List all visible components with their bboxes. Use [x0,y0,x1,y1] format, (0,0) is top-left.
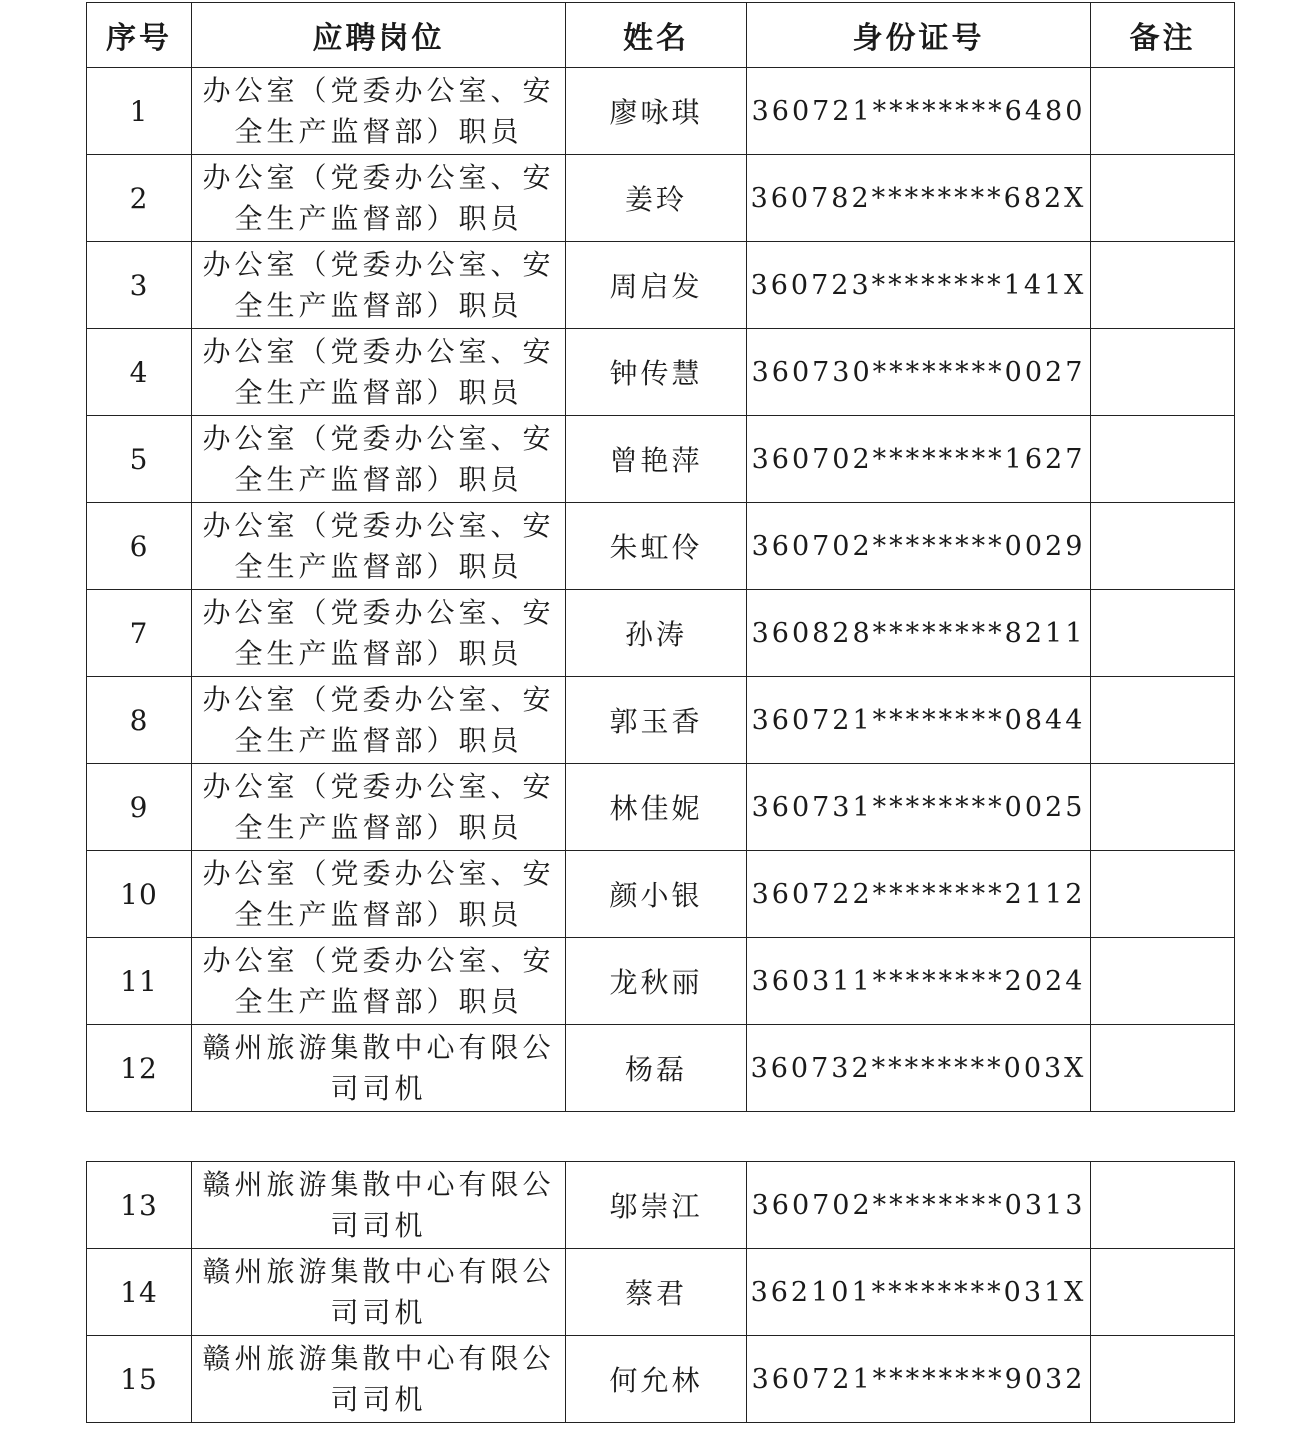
row-name-cell: 朱虹伶 [566,503,747,590]
row-remark-cell [1091,677,1235,764]
row-remark-cell [1091,851,1235,938]
row-position-cell: 办公室（党委办公室、安全生产监督部）职员 [192,590,566,677]
row-seq-cell: 8 [87,677,192,764]
row-remark-cell [1091,416,1235,503]
header-position: 应聘岗位 [192,3,566,68]
header-name: 姓名 [566,3,747,68]
row-position-cell: 办公室（党委办公室、安全生产监督部）职员 [192,938,566,1025]
row-position-cell: 办公室（党委办公室、安全生产监督部）职员 [192,677,566,764]
row-name-cell: 颜小银 [566,851,747,938]
table-row [87,938,1235,1025]
row-id-cell: 362101********031X [747,1249,1091,1336]
row-position-cell: 办公室（党委办公室、安全生产监督部）职员 [192,329,566,416]
candidate-table-part-1 [86,2,1235,1112]
table-row [87,677,1235,764]
row-name-cell: 周启发 [566,242,747,329]
row-position-cell: 办公室（党委办公室、安全生产监督部）职员 [192,416,566,503]
header-id: 身份证号 [747,3,1091,68]
row-position-cell: 办公室（党委办公室、安全生产监督部）职员 [192,68,566,155]
row-name-cell: 曾艳萍 [566,416,747,503]
row-seq-cell: 4 [87,329,192,416]
table-row [87,1025,1235,1112]
table-row [87,764,1235,851]
row-remark-cell [1091,1249,1235,1336]
row-seq-cell: 5 [87,416,192,503]
row-name-cell: 蔡君 [566,1249,747,1336]
row-name-cell: 姜玲 [566,155,747,242]
row-name-cell: 廖咏琪 [566,68,747,155]
table-row [87,590,1235,677]
row-position-cell: 办公室（党委办公室、安全生产监督部）职员 [192,242,566,329]
row-name-cell: 钟传慧 [566,329,747,416]
row-remark-cell [1091,242,1235,329]
row-seq-cell: 3 [87,242,192,329]
row-remark-cell [1091,1336,1235,1423]
row-name-cell: 龙秋丽 [566,938,747,1025]
row-position-cell: 赣州旅游集散中心有限公司司机 [192,1025,566,1112]
row-position-cell: 办公室（党委办公室、安全生产监督部）职员 [192,155,566,242]
header-remark: 备注 [1091,3,1235,68]
table-row [87,503,1235,590]
table-row [87,68,1235,155]
row-id-cell: 360702********0029 [747,503,1091,590]
row-seq-cell: 2 [87,155,192,242]
row-remark-cell [1091,155,1235,242]
row-seq-cell: 9 [87,764,192,851]
table-header-row [87,3,1235,68]
row-name-cell: 杨磊 [566,1025,747,1112]
row-name-cell: 何允林 [566,1336,747,1423]
table-row [87,416,1235,503]
row-remark-cell [1091,590,1235,677]
row-remark-cell [1091,1025,1235,1112]
row-id-cell: 360732********003X [747,1025,1091,1112]
row-id-cell: 360721********9032 [747,1336,1091,1423]
row-position-cell: 赣州旅游集散中心有限公司司机 [192,1162,566,1249]
row-remark-cell [1091,503,1235,590]
row-position-cell: 办公室（党委办公室、安全生产监督部）职员 [192,764,566,851]
row-id-cell: 360828********8211 [747,590,1091,677]
row-position-cell: 赣州旅游集散中心有限公司司机 [192,1336,566,1423]
row-id-cell: 360311********2024 [747,938,1091,1025]
row-id-cell: 360782********682X [747,155,1091,242]
row-name-cell: 孙涛 [566,590,747,677]
table-row [87,851,1235,938]
row-id-cell: 360702********1627 [747,416,1091,503]
row-remark-cell [1091,764,1235,851]
table-row [87,329,1235,416]
row-id-cell: 360723********141X [747,242,1091,329]
row-seq-cell: 11 [87,938,192,1025]
row-seq-cell: 13 [87,1162,192,1249]
row-remark-cell [1091,68,1235,155]
candidate-table-part-2 [86,1161,1235,1423]
row-name-cell: 郭玉香 [566,677,747,764]
table-body-part-2 [87,1162,1235,1423]
row-id-cell: 360702********0313 [747,1162,1091,1249]
table-row [87,1162,1235,1249]
row-seq-cell: 1 [87,68,192,155]
row-position-cell: 办公室（党委办公室、安全生产监督部）职员 [192,851,566,938]
row-id-cell: 360731********0025 [747,764,1091,851]
row-seq-cell: 10 [87,851,192,938]
row-id-cell: 360722********2112 [747,851,1091,938]
table-body-part-1 [87,68,1235,1112]
row-seq-cell: 6 [87,503,192,590]
row-position-cell: 办公室（党委办公室、安全生产监督部）职员 [192,503,566,590]
row-seq-cell: 12 [87,1025,192,1112]
header-seq: 序号 [87,3,192,68]
row-name-cell: 林佳妮 [566,764,747,851]
row-position-cell: 赣州旅游集散中心有限公司司机 [192,1249,566,1336]
table-row [87,1249,1235,1336]
row-remark-cell [1091,1162,1235,1249]
row-seq-cell: 7 [87,590,192,677]
table-row [87,242,1235,329]
table-row [87,1336,1235,1423]
row-name-cell: 邬崇江 [566,1162,747,1249]
row-id-cell: 360721********0844 [747,677,1091,764]
table-row [87,155,1235,242]
row-remark-cell [1091,938,1235,1025]
row-remark-cell [1091,329,1235,416]
row-id-cell: 360721********6480 [747,68,1091,155]
row-id-cell: 360730********0027 [747,329,1091,416]
row-seq-cell: 15 [87,1336,192,1423]
row-seq-cell: 14 [87,1249,192,1336]
